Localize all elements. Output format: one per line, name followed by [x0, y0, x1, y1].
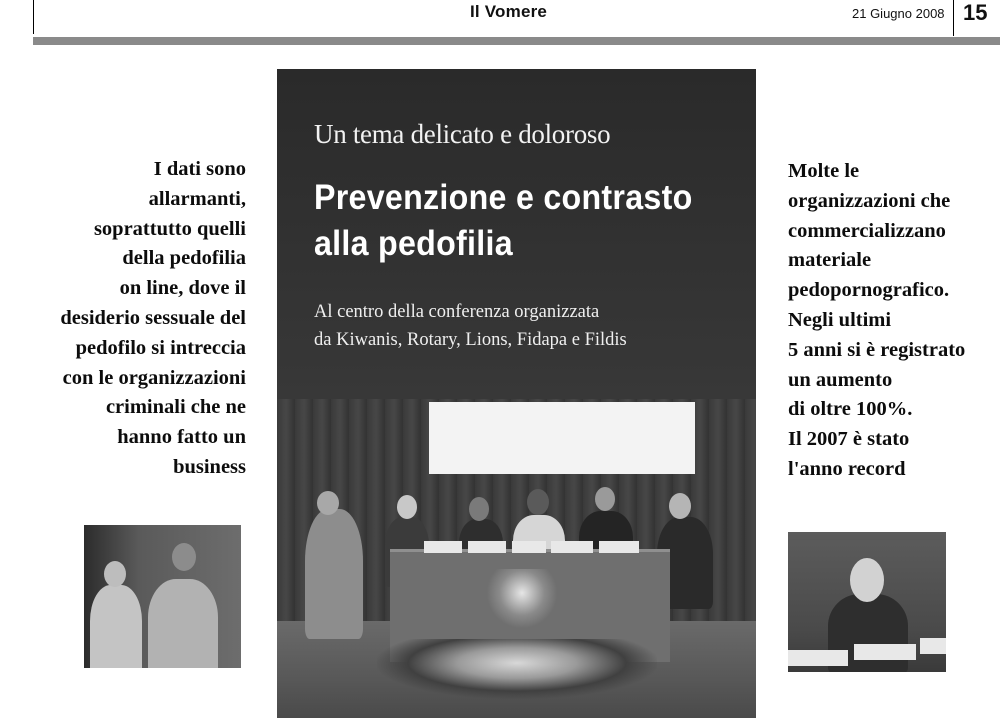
quote-right-line: Negli ultimi	[788, 308, 892, 331]
header-bar	[33, 37, 1000, 45]
speaker-figure	[305, 509, 363, 639]
pull-quote-left	[60, 155, 246, 483]
quote-right-line: materiale	[788, 249, 872, 272]
article-headline	[314, 175, 719, 267]
quote-left-line: soprattutto quelli	[93, 217, 246, 240]
name-card	[468, 541, 506, 553]
man-figure	[148, 579, 218, 668]
quote-right-line: organizzazioni che	[788, 189, 951, 212]
quote-left-line: I dati sono	[153, 158, 246, 180]
article-deck	[314, 298, 627, 354]
feature-panel	[277, 69, 756, 718]
quote-left-line: della pedofilia	[122, 247, 246, 270]
quote-left-line: hanno fatto un	[117, 426, 246, 449]
man-figure	[90, 585, 142, 668]
speaker-head	[317, 491, 339, 515]
table-flowers	[487, 569, 557, 629]
quote-left-line: allarmanti,	[148, 187, 246, 210]
stage-flowers	[377, 639, 657, 699]
name-card	[788, 650, 848, 666]
quote-left-line: criminali che ne	[105, 396, 246, 419]
page-number: 15	[963, 0, 988, 25]
quote-right-line: 5 anni si è registrato	[788, 338, 966, 361]
woman-head	[850, 558, 884, 602]
deck-line: Al centro della conferenza organizzata	[314, 302, 600, 322]
deck-line: da Kiwanis, Rotary, Lions, Fidapa e Fildis	[314, 330, 627, 350]
quote-left-line: desiderio sessuale del	[60, 306, 246, 329]
speaker-head	[397, 495, 417, 519]
quote-right-line: Molte le	[788, 160, 860, 182]
quote-right-line: Il 2007 è stato	[788, 428, 910, 451]
quote-left-line: business	[173, 455, 246, 478]
projection-screen	[429, 402, 695, 474]
quote-right-line: pedopornografico.	[788, 279, 950, 302]
photo-two-men-speaking	[84, 525, 241, 668]
quote-left-line: con le organizzazioni	[62, 366, 246, 389]
photo-woman-microphone	[788, 532, 946, 672]
page-header	[0, 0, 1000, 40]
quote-left-line: on line, dove il	[119, 277, 246, 300]
name-card	[551, 541, 593, 553]
article-kicker: Un tema delicato e doloroso	[314, 119, 611, 149]
man-head	[104, 561, 126, 587]
speaker-head	[669, 493, 691, 519]
pull-quote-right	[788, 157, 965, 485]
header-divider-left	[33, 0, 34, 34]
name-card	[512, 541, 546, 553]
quote-right-line: un aumento	[788, 368, 893, 391]
quote-right-line: commercializzano	[788, 219, 946, 242]
quote-right-line: l'anno record	[788, 457, 906, 480]
masthead: Il Vomere	[470, 2, 548, 21]
name-card	[854, 644, 916, 660]
quote-right-line: di oltre 100%.	[788, 398, 913, 421]
headline-line: Prevenzione e contrasto	[314, 178, 693, 217]
speaker-head	[469, 497, 489, 521]
speaker-head	[595, 487, 615, 511]
name-card	[424, 541, 462, 553]
quote-left-line: pedofilo si intreccia	[75, 336, 246, 359]
header-divider-right	[953, 0, 954, 36]
headline-line: alla pedofilia	[314, 224, 513, 263]
conference-photo	[277, 399, 756, 718]
speaker-head	[527, 489, 549, 515]
man-head	[172, 543, 196, 571]
name-card	[599, 541, 639, 553]
name-card	[920, 638, 946, 654]
issue-date: 21 Giugno 2008	[852, 6, 945, 21]
